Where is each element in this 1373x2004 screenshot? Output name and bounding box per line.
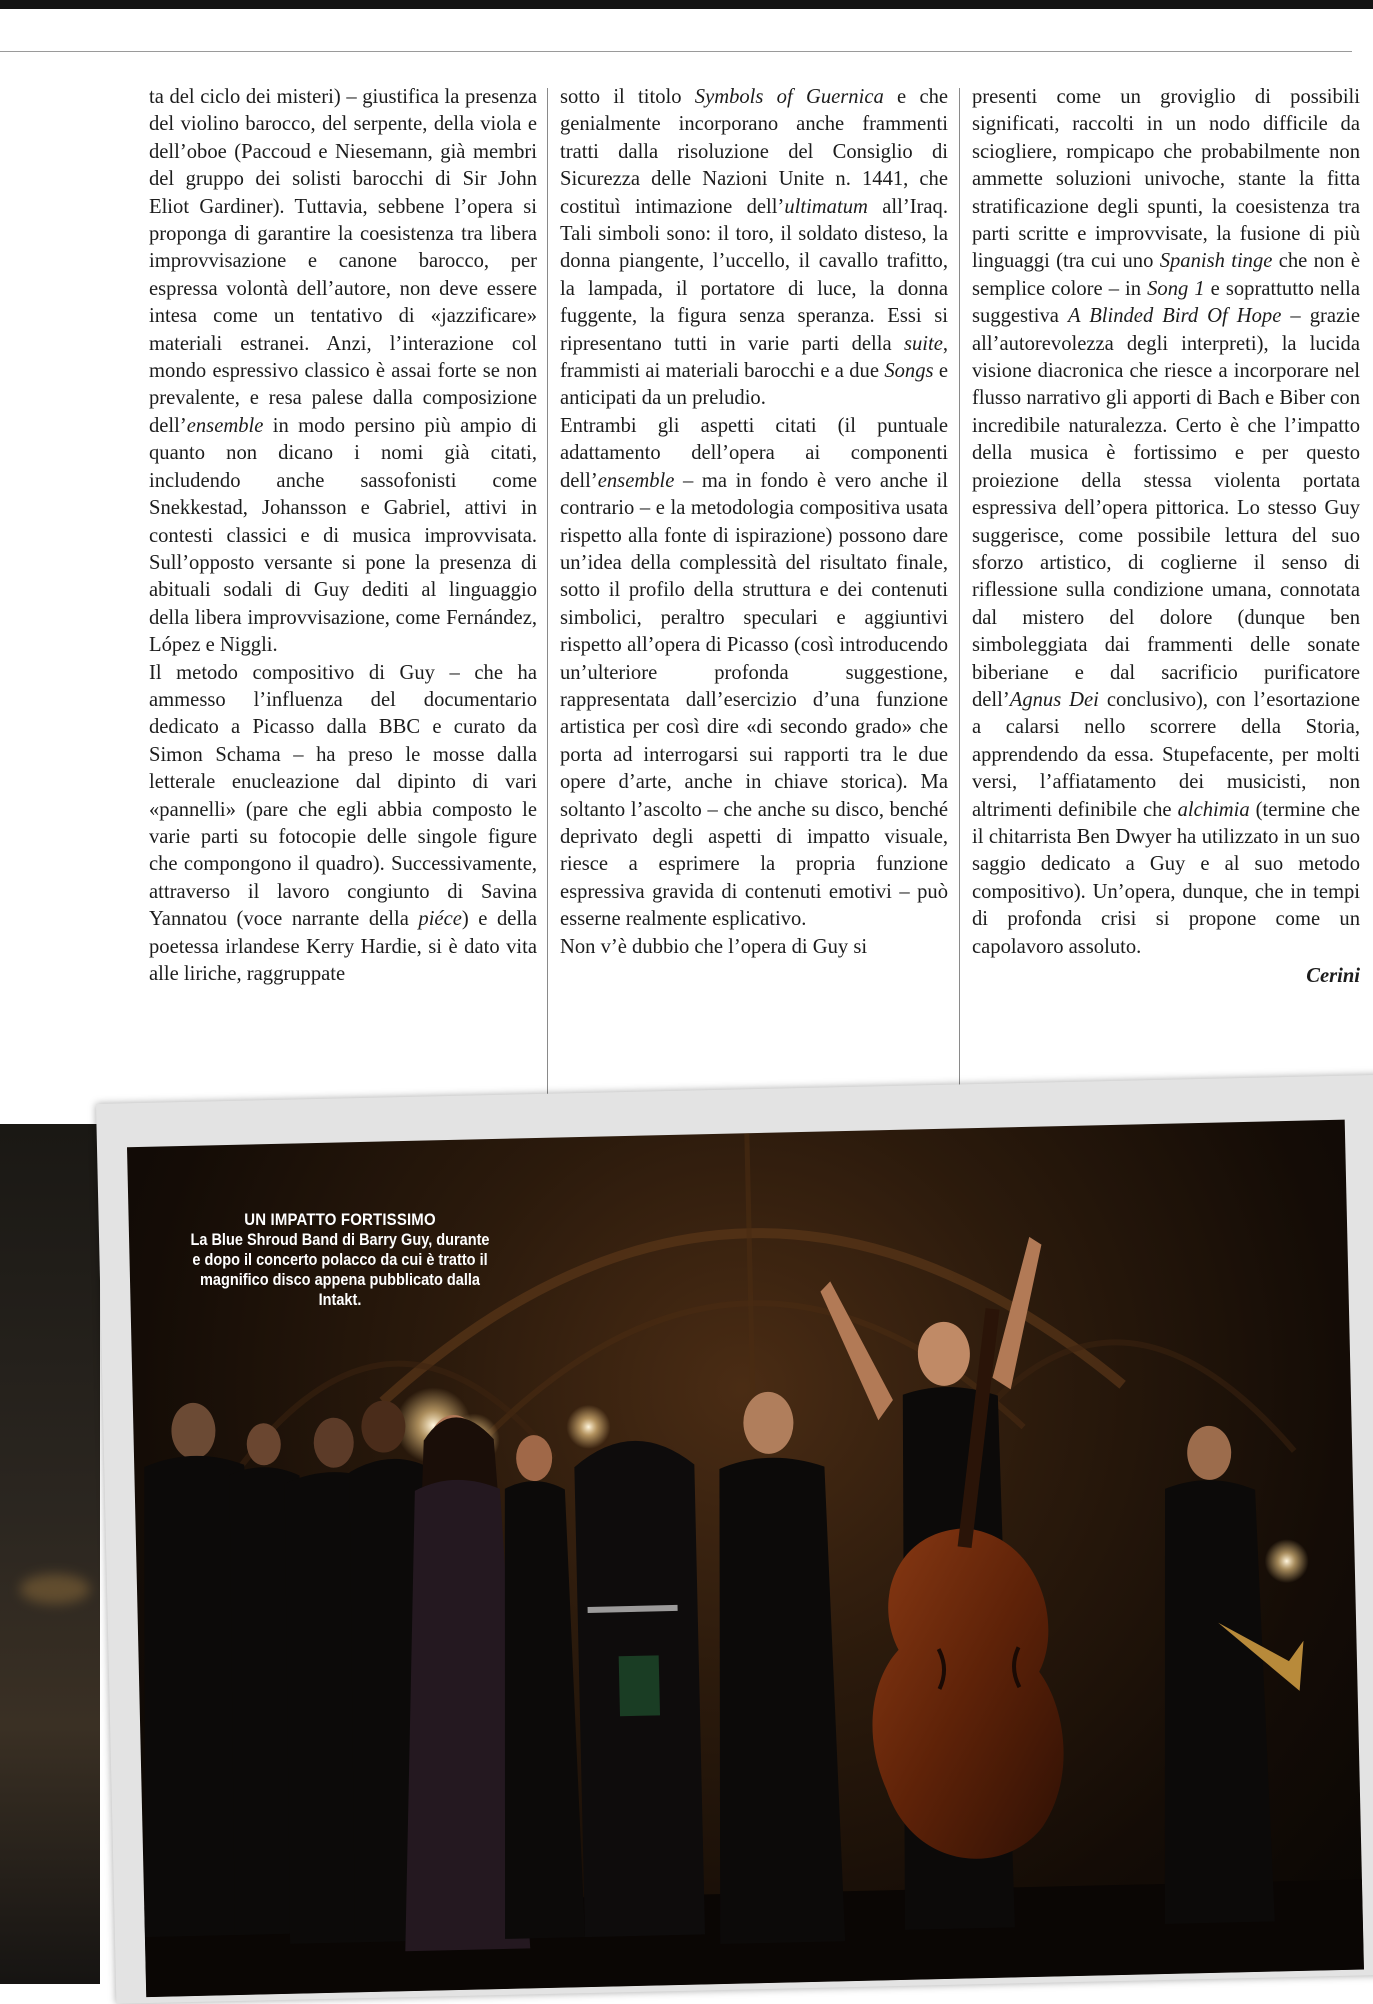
column-divider (547, 88, 548, 1100)
header-rule (0, 51, 1352, 52)
author-signature: Cerini (1306, 965, 1360, 987)
photo-caption (190, 1210, 489, 1310)
article-column-1 (149, 84, 537, 988)
paragraph: Il metodo compositivo di Guy – che ha ammesso l’influenza del documentario dedicato a Picasso dalla BBC e curato da Simon Schama – ha preso le mosse dalla letterale enucleazione dal dipinto di vari «pannelli» (pare che egli abbia composto le varie parti su fotocopie delle singole figure che compongono il quadro). Successivamente, attraverso il lavoro congiunto di Savina Yannatou (voce narrante della piéce) e della poetessa irlandese Kerry Hardie, si è dato vita alle liriche, raggruppate (149, 661, 537, 985)
column-divider (959, 88, 960, 1100)
top-bar (0, 0, 1373, 9)
paragraph: Entrambi gli aspetti citati (il puntuale adattamento dell’opera ai componenti dell’ensemble – ma in fondo è vero anche il contrario – e la metodologia compositiva usata rispetto alla fonte di ispirazione) possono dare un’idea della complessità del risultato finale, sotto il profilo della struttura e dei contenuti simbolici, peraltro speculari e aggiuntivi rispetto all’opera di Picasso (così introducendo un’ulteriore profonda suggestione, rappresentata dall’esercizio d’una funzione artistica per così dire «di secondo grado» che porta ad interrogarsi sui rapporti tra le due opere d’arte, anche in chiave storica). Ma soltanto l’ascolto – che anche su disco, benché deprivato degli aspetti di impatto visuale, riesce a esprimere la propria funzione espressiva gravida di contenuti emotivi – può esserne realmente esplicativo. (560, 414, 948, 931)
paragraph: sotto il titolo Symbols of Guernica e che genialmente incorporano anche frammenti tratti dalla risoluzione del Consiglio di Sicurezza delle Nazioni Unite n. 1441, che costituì intimazione dell’ultimatum all’Iraq. Tali simboli sono: il toro, il soldato disteso, la donna piangente, l’uccello, il cavallo trafitto, la lampada, il portatore di luce, la donna fuggente, la figura senza speranza. Essi si ripresentano tutti in varie parti della suite, frammisti ai materiali barocchi e a due Songs e anticipati da un preludio. (560, 86, 949, 410)
paragraph: Non v’è dubbio che l’opera di Guy si (560, 935, 868, 958)
background-photo-edge (0, 1124, 100, 1984)
paragraph: ta del ciclo dei misteri) – giustifica la presenza del violino barocco, del serpente, della viola e dell’oboe (Paccoud e Niesemann, già membri del gruppo dei solisti barocchi di Sir John Eliot Gardiner). Tuttavia, sebbene l’opera si proponga di garantire la coesistenza tra libera improvvisazione e canone barocco, per espressa volontà dell’autore, non deve essere intesa come un tentativo di «jazzificare» materiali estranei. Anzi, l’interazione col mondo espressivo classico è assai forte se non prevalente, e resa palese dalla composizione dell’ensemble in modo persino più ampio di quanto non dicano i nomi già citati, includendo anche sassofonisti come Snekkestad, Johansson e Gabriel, attivi in contesti classici e di musica improvvisata. Sull’opposto versante si pone la presenza di abituali sodali di Guy dediti al linguaggio della libera improvvisazione, come Fernández, López e Niggli. (149, 86, 537, 657)
caption-title: UN IMPATTO FORTISSIMO (244, 1210, 436, 1229)
article-column-2 (560, 84, 948, 961)
caption-body: La Blue Shroud Band di Barry Guy, durante e dopo il concerto polacco da cui è tratto il magnifico disco appena pubblicato dalla Intakt. (190, 1231, 490, 1309)
article-column-3 (972, 84, 1360, 990)
paragraph: presenti come un groviglio di possibili significati, raccolti in un nodo difficile da sciogliere, rompicapo che probabilmente non ammette soluzioni univoche, stante la fitta stratificazione degli spunti, la coesistenza tra parti scritte e improvvisate, la fusione di più linguaggi (tra cui uno Spanish tinge che non è semplice colore – in Song 1 e soprattutto nella suggestiva A Blinded Bird Of Hope – grazie all’autorevolezza degli interpreti), la lucida visione diacronica che riesce a incorporare nel flusso narrativo gli apporti di Bach e Biber con incredibile naturalezza. Certo è che l’impatto della musica è fortissimo e per questo proiezione della stessa violenta portata espressiva dell’opera pittorica. Lo stesso Guy suggerisce, come possibile lettura del suo sforzo artistico, di coglierne il senso di riflessione sulla condizione umana, connotata dal mistero del dolore (dunque ben simboleggiata dai frammenti delle sonate biberiane e dal sacrificio purificatore dell’Agnus Dei conclusivo), con l’esortazione a calarsi nello scorrere della Storia, apprendendo da essa. Stupefacente, per molti versi, l’affiatamento dei musicisti, non altrimenti definibile che alchimia (termine che il chitarrista Ben Dwyer ha utilizzato in un suo saggio dedicato a Guy e al suo metodo compositivo). Un’opera, dunque, che in tempi di profonda crisi si propone come un capolavoro assoluto. (972, 86, 1360, 958)
